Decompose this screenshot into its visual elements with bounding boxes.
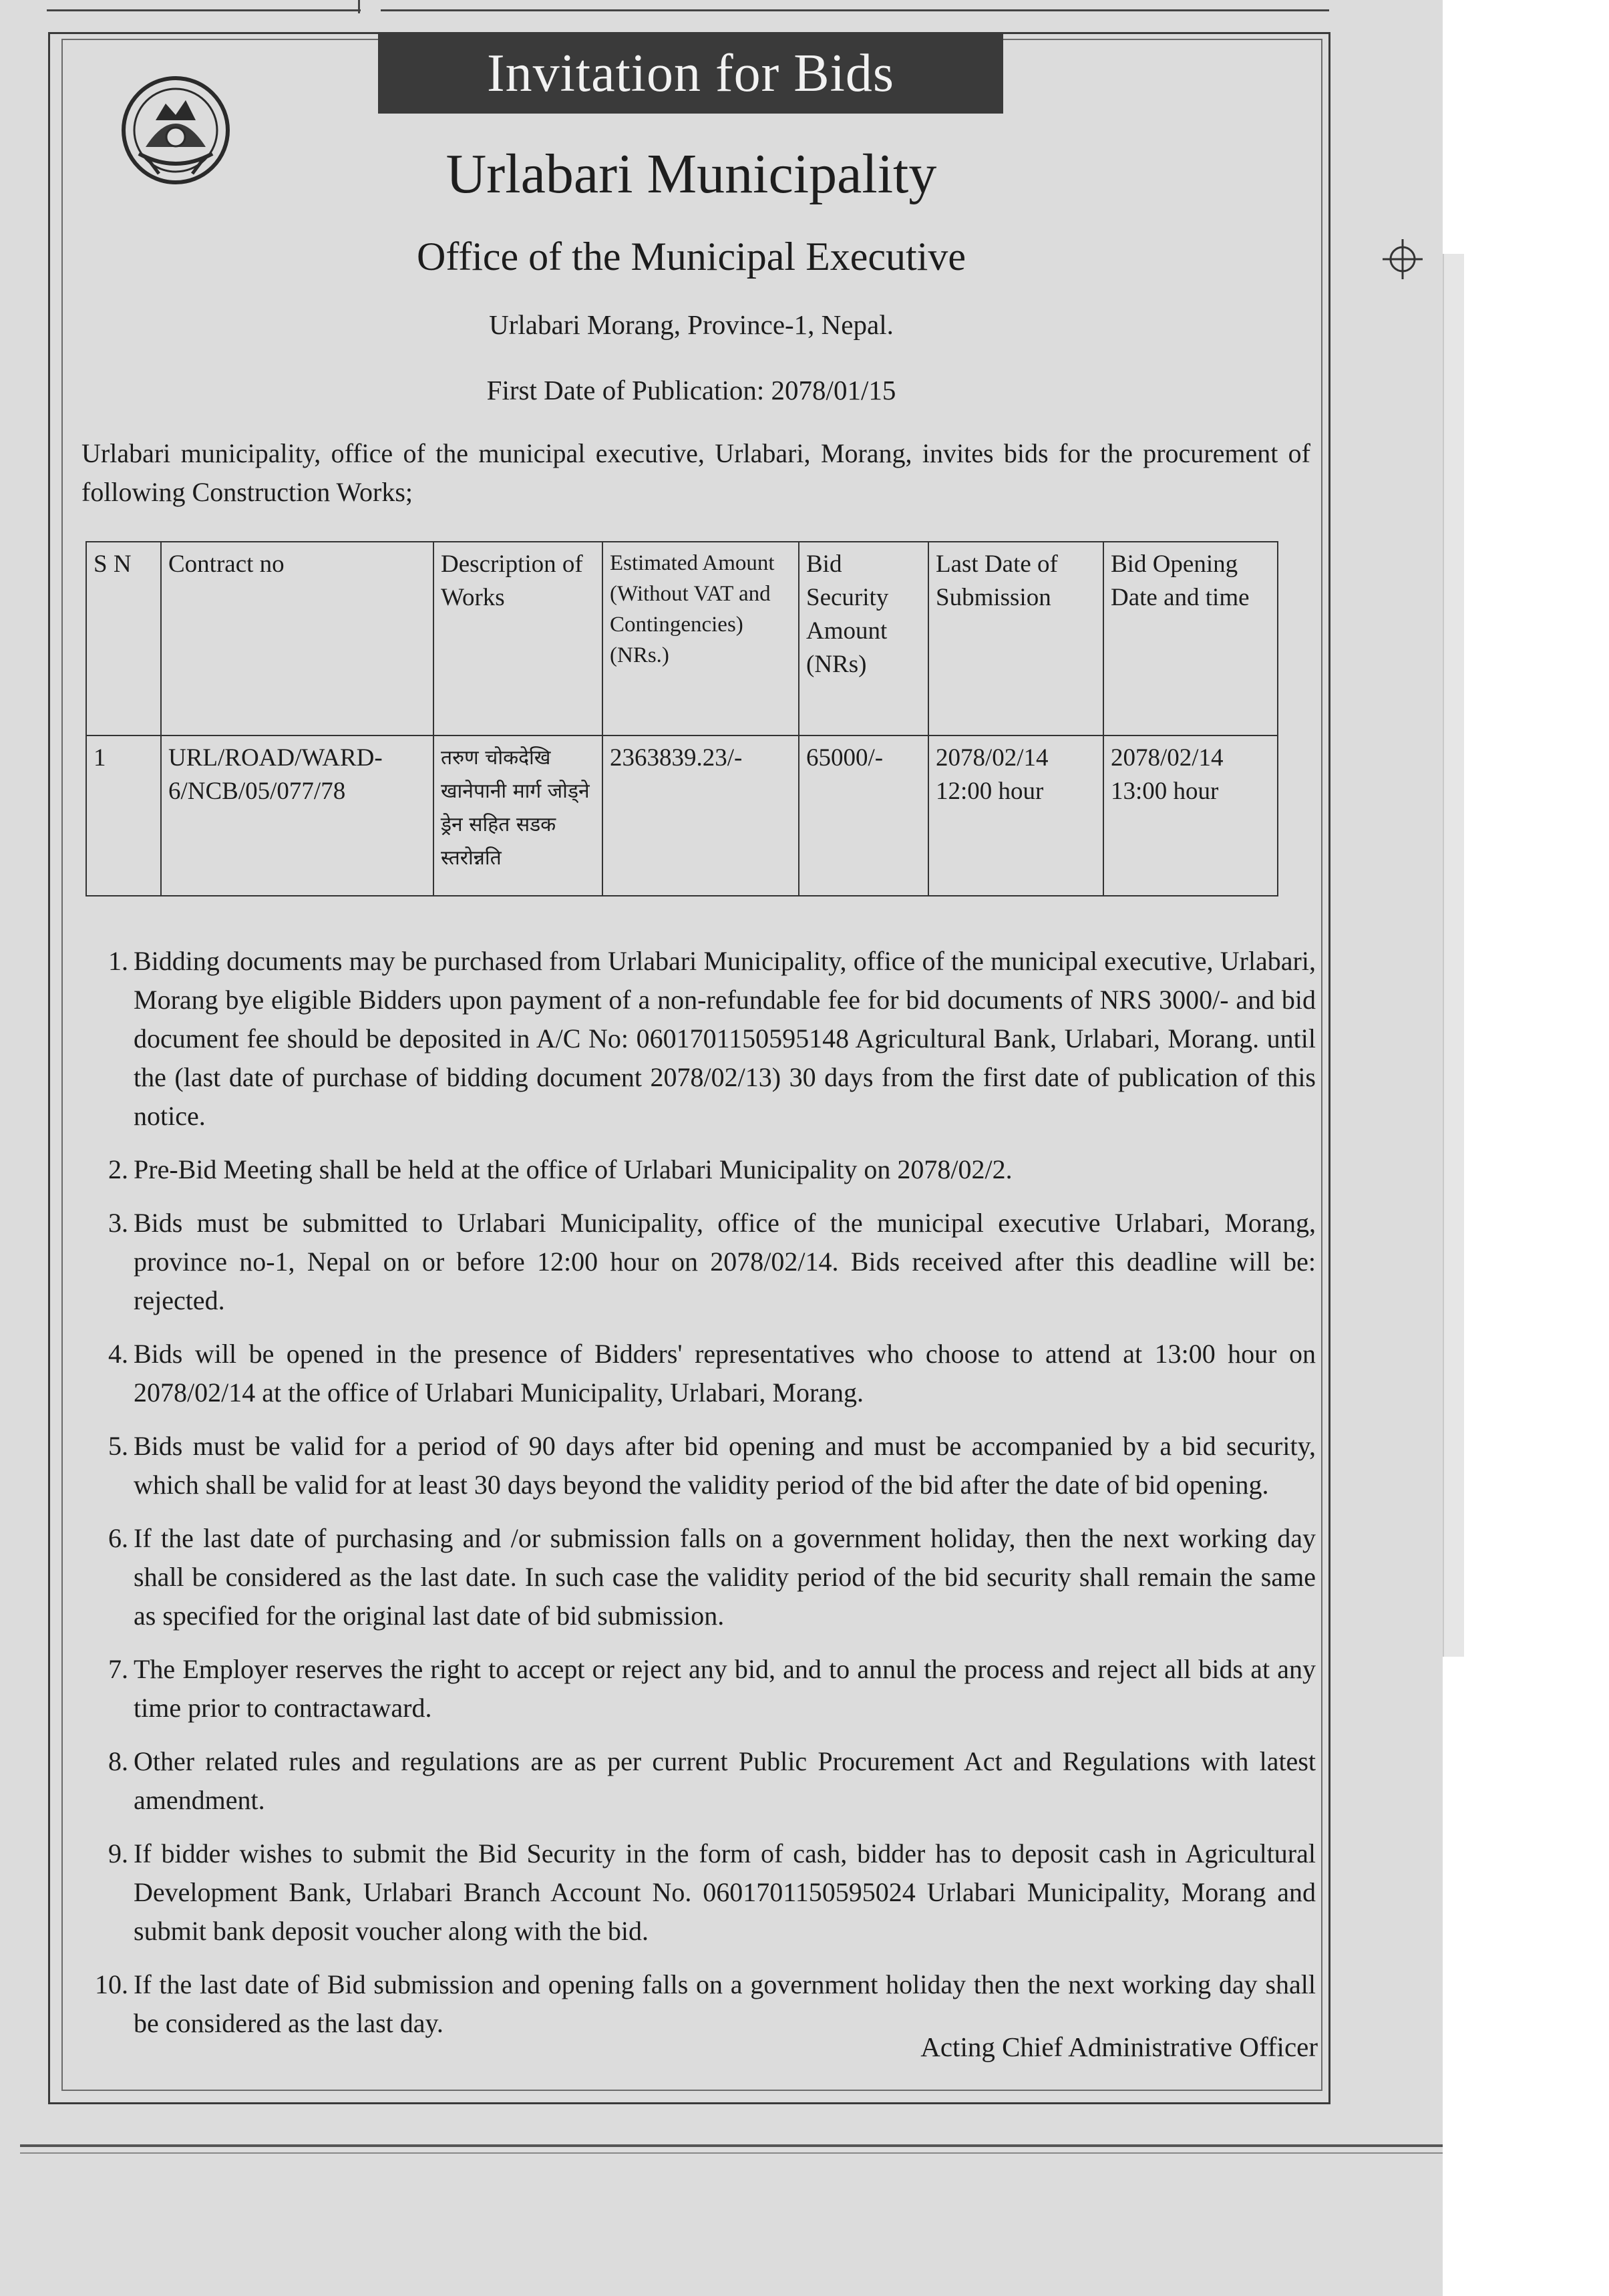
header-bid-security: Bid Security Amount (NRs) — [799, 542, 928, 735]
cell-contract-no: URL/ROAD/WARD-6/NCB/05/077/78 — [161, 735, 433, 896]
bottom-rule-thin — [20, 2152, 1443, 2154]
list-item: 10. If the last date of Bid submission and opening falls on a government holiday then the next working day shall be considered as the last day. — [95, 1969, 1316, 2038]
header-estimated-amount: Estimated Amount (Without VAT and Contingencies) (NRs.) — [602, 542, 799, 735]
cell-sn: 1 — [86, 735, 161, 896]
header-contract-no: Contract no — [161, 542, 433, 735]
cell-opening: 2078/02/14 13:00 hour — [1103, 735, 1278, 896]
signatory-title: Acting Chief Administrative Officer — [920, 2031, 1318, 2062]
header-sn: S N — [86, 542, 161, 735]
intro-paragraph: Urlabari municipality, office of the municipal executive, Urlabari, Morang, invites bids for the procurement of following Construction Works; — [81, 438, 1310, 507]
paper-fold-edge — [1443, 254, 1464, 1657]
list-item: 8. Other related rules and regulations are as per current Public Procurement Act and Regulations with latest amendment. — [108, 1746, 1316, 1815]
list-item: 9. If bidder wishes to submit the Bid Security in the form of cash, bidder has to deposit cash in Agricultural Development Bank, Urlabari Branch Account No. 0601701150595024 Urlabari Municipality, Morang and submit bank deposit voucher along with the bid. — [108, 1838, 1316, 1946]
list-item: 5. Bids must be valid for a period of 90 days after bid opening and must be accompanied by a bid security, which shall be valid for at least 30 days beyond the validity period of the bid after the date of bid opening. — [108, 1431, 1316, 1500]
table-header-row — [86, 542, 1278, 735]
header-opening: Bid Opening Date and time — [1103, 542, 1278, 735]
list-item: 6. If the last date of purchasing and /or submission falls on a government holiday, then the next working day shall be considered as the last date. In such case the validity period of the bid security shall remain the same as specified for the original last date of bid submission. — [108, 1523, 1316, 1631]
terms-list — [88, 942, 1316, 2043]
office-name: Office of the Municipal Executive — [417, 234, 966, 279]
table-row — [86, 735, 1278, 896]
registration-mark-icon — [1383, 239, 1423, 279]
cell-bid-security: 65000/- — [799, 735, 928, 896]
top-rule-divider — [358, 0, 360, 13]
top-rule-right — [381, 9, 1329, 11]
header-description: Description of Works — [433, 542, 602, 735]
bid-details-table — [85, 541, 1278, 896]
notice-banner-title: Invitation for Bids — [378, 33, 1003, 114]
publication-date: First Date of Publication: 2078/01/15 — [486, 375, 896, 405]
office-address: Urlabari Morang, Province-1, Nepal. — [489, 309, 894, 340]
cell-description: तरुण चोकदेखि खानेपानी मार्ग जोड्ने ड्रेन सहित सडक स्तरोन्नति — [433, 735, 602, 896]
list-item: 7. The Employer reserves the right to accept or reject any bid, and to annul the process and reject all bids at any time prior to contractaward. — [108, 1654, 1316, 1723]
list-item: 4. Bids will be opened in the presence of Bidders' representatives who choose to attend at 13:00 hour on 2078/02/14 at the office of Urlabari Municipality, Urlabari, Morang. — [108, 1339, 1316, 1408]
list-item: 1. Bidding documents may be purchased from Urlabari Municipality, office of the municipal executive, Urlabari, Morang bye eligible Bidders upon payment of a non-refundable fee for bid documents of NRS 3000/- and bid document fee should be deposited in A/C No: 0601701150595148 Agricultural Bank, Urlabari, Morang. until the (last date of purchase of bidding document 2078/02/13) 30 days from the first date of publication of this notice. — [108, 946, 1316, 1131]
list-item: 2. Pre-Bid Meeting shall be held at the office of Urlabari Municipality on 2078/02/2. — [108, 1154, 1013, 1184]
organization-name: Urlabari Municipality — [445, 143, 937, 205]
list-item: 3. Bids must be submitted to Urlabari Municipality, office of the municipal executive Urlabari, Morang, province no-1, Nepal on or before 12:00 hour on 2078/02/14. Bids received after this deadline will be: rejected. — [108, 1208, 1316, 1315]
cell-estimated-amount: 2363839.23/- — [602, 735, 799, 896]
header-last-date: Last Date of Submission — [928, 542, 1103, 735]
top-rule-left — [47, 9, 361, 11]
bottom-rule — [20, 2144, 1443, 2147]
cell-last-date: 2078/02/14 12:00 hour — [928, 735, 1103, 896]
